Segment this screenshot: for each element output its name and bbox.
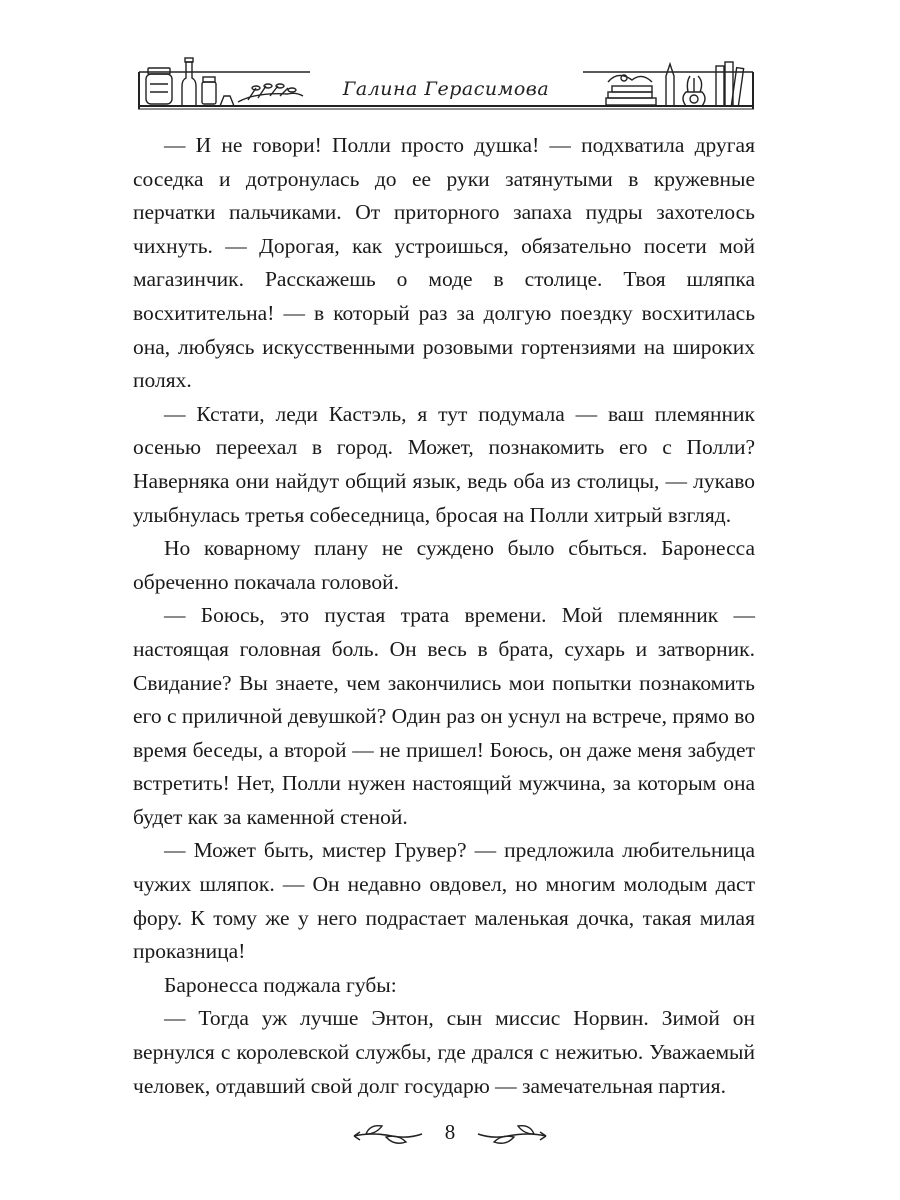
paragraph: — И не говори! Полли просто душка! — подхватила другая соседка и дотронулась до ее руки затянутыми в кружевные перчатки пальчиками. От приторного запаха пудры захотелось чихнуть. — Дорогая, как устроишься, обязательно посети мой магазинчик. Расскажешь о моде в столице. Твоя шляпка восхитительна! — в который раз за долгую поездку восхитилась она, любуясь искусственными розовыми гортензиями на широких полях. xyxy=(133,133,755,393)
paragraph: Но коварному плану не суждено было сбыться. Баронесса обреченно покачала головой. xyxy=(133,536,755,594)
paragraph: — Кстати, леди Кастэль, я тут подумала — ваш племянник осенью переехал в город. Может, познакомить его с Полли? Наверняка они найдут общий язык, ведь оба из столицы, — лукаво улыбнулась третья собеседница, бросая на Полли хитрый взгляд. xyxy=(133,401,755,527)
author-name: Галина Герасимова xyxy=(342,78,550,100)
paragraph: — Может быть, мистер Грувер? — предложила любительница чужих шляпок. — Он недавно овдовел, но многим молодым даст фору. К тому же у него подрастает маленькая дочка, такая милая проказница! xyxy=(133,838,755,964)
leaf-ornament-right-icon xyxy=(476,1122,548,1148)
paragraph: — Тогда уж лучше Энтон, сын миссис Норвин. Зимой он вернулся с королевской службы, где дрался с нежитью. Уважаемый человек, отдавший свой долг государю — замечательная партия. xyxy=(133,1006,755,1098)
paragraph: Баронесса поджала губы: xyxy=(164,972,397,997)
page-header xyxy=(138,52,754,112)
page-footer xyxy=(330,1116,570,1156)
page-number: 8 xyxy=(444,1120,456,1144)
page-body xyxy=(133,129,755,1103)
paragraph: — Боюсь, это пустая трата времени. Мой племянник — настоящая головная боль. Он весь в брата, сухарь и затворник. Свидание? Вы знаете, чем закончились мои попытки познакомить его с приличной девушкой? Один раз он уснул на встрече, прямо во время беседы, а второй — не пришел! Боюсь, он даже меня забудет встретить! Нет, Полли нужен настоящий мужчина, за которым она будет как за каменной стеной. xyxy=(133,603,755,829)
